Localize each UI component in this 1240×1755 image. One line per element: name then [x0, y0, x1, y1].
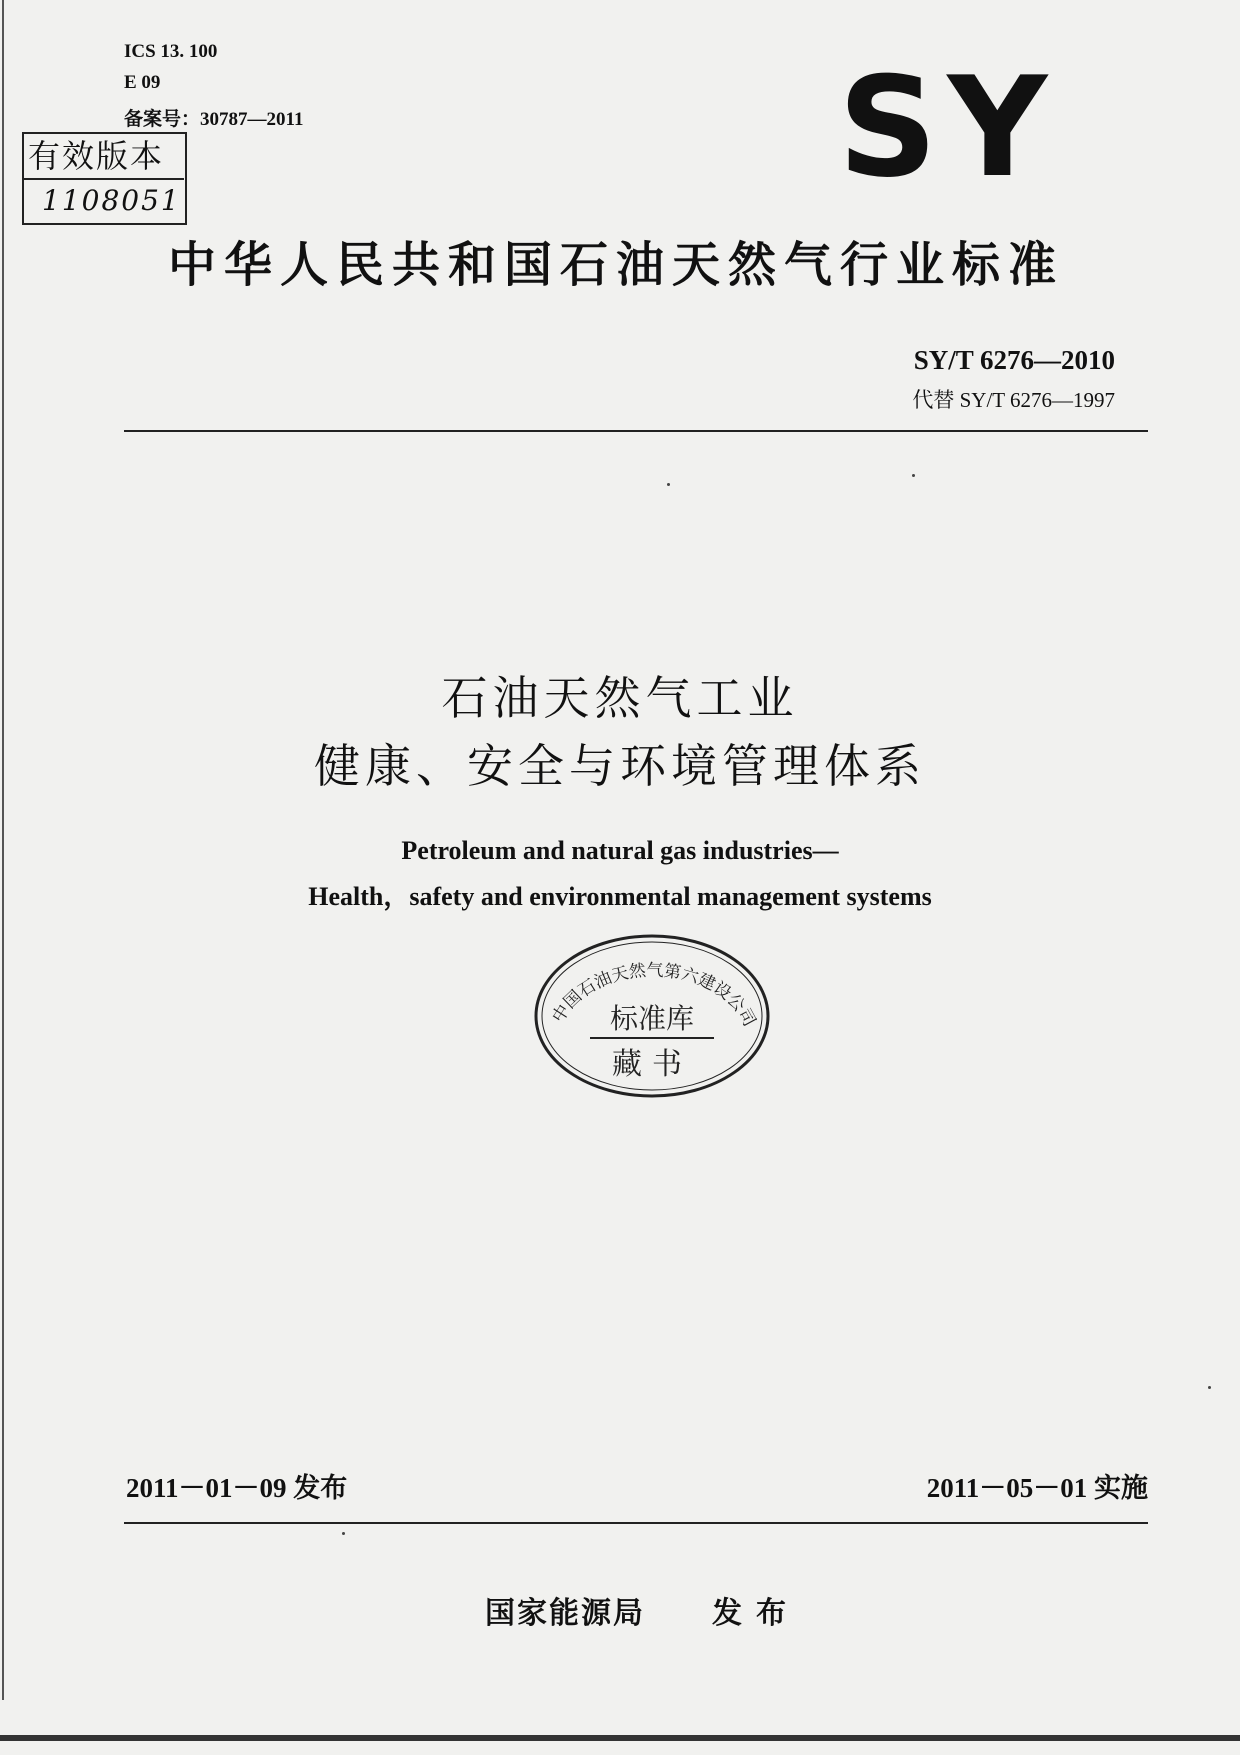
library-seal-ring-text: 中国石油天然气第六建设公司	[548, 960, 760, 1031]
scan-speck	[1208, 1386, 1211, 1389]
scan-edge-bottom	[0, 1735, 1240, 1741]
validity-stamp-label: 有效版本	[24, 134, 184, 180]
title-cn-line-2: 健康、安全与环境管理体系	[314, 739, 926, 793]
issue-date: 2011－01－09 发布	[126, 1473, 348, 1503]
publish-label: 发布	[712, 1596, 800, 1631]
title-cn-line-1: 石油天然气工业	[441, 671, 799, 725]
footer-divider	[124, 1522, 1148, 1524]
title-en-line-1: Petroleum and natural gas industries—	[401, 836, 839, 865]
category-code: E 09	[124, 72, 161, 93]
ics-code: ICS 13. 100	[124, 41, 218, 62]
validity-stamp	[22, 132, 187, 225]
scan-speck	[342, 1532, 345, 1535]
library-seal-stamp	[530, 928, 774, 1100]
validity-stamp-handwritten-number: 1108051	[42, 184, 181, 217]
library-seal-line-2: 藏书	[612, 1047, 692, 1082]
scan-speck	[912, 474, 915, 477]
header-divider	[124, 430, 1148, 432]
implementation-date: 2011－05－01 实施	[926, 1473, 1148, 1503]
filing-number: 备案号：30787—2011	[124, 109, 304, 130]
replaces-standard: 代替 SY/T 6276—1997	[912, 388, 1115, 412]
standard-number: SY/T 6276—2010	[913, 345, 1115, 375]
publisher-name: 国家能源局	[485, 1596, 645, 1631]
library-seal-line-1: 标准库	[609, 1002, 695, 1035]
title-en-line-2: Health，safety and environmental management systems	[308, 882, 932, 911]
industry-standard-title: 中华人民共和国石油天然气行业标准	[168, 237, 1065, 293]
sy-logo: SY	[838, 47, 1058, 208]
scan-speck	[667, 483, 670, 486]
